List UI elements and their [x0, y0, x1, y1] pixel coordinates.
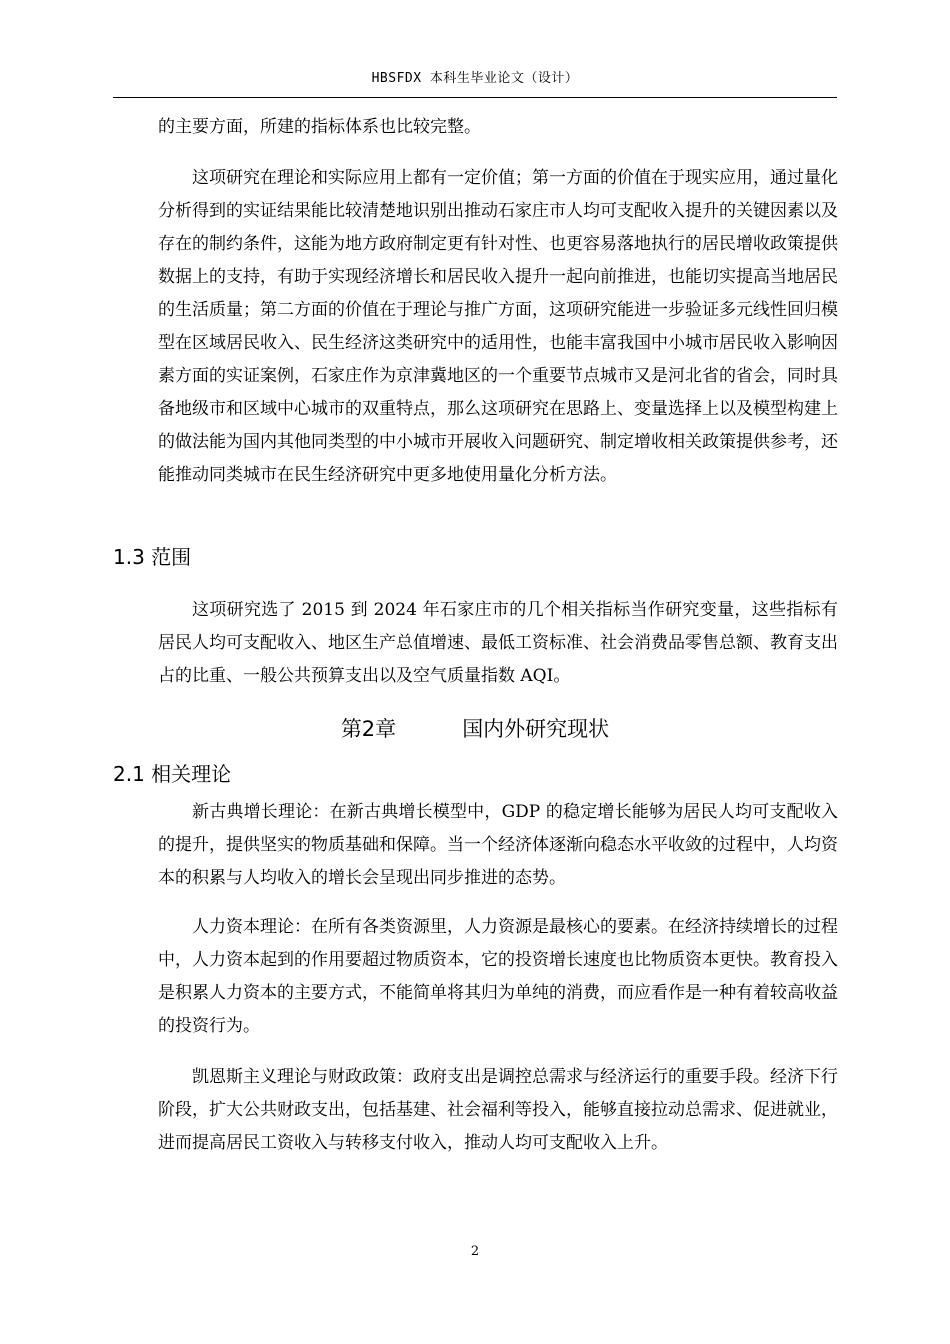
- chapter-title: 国内外研究现状: [462, 717, 610, 741]
- page-number: 2: [470, 1244, 480, 1259]
- paragraph-continuation: 的主要方面，所建的指标体系也比较完整。: [158, 117, 481, 137]
- paragraph-neoclassical-growth: 新古典增长理论：在新古典增长模型中，GDP 的稳定增长能够为居民人均可支配收入的提升，提供坚实的物质基础和保障。当一个经济体逐渐向稳态水平收敛的过程中，人均资本的积累与人均收入的增长会呈现出同步推进的态势。: [158, 802, 838, 888]
- chapter-number: 第2章: [340, 717, 397, 741]
- section-heading-1-3: 1.3 范围: [113, 545, 192, 569]
- paragraph-scope: 这项研究选了 2015 到 2024 年石家庄市的几个相关指标当作研究变量，这些指标有居民人均可支配收入、地区生产总值增速、最低工资标准、社会消费品零售总额、教育支出占的比重、一般公共预算支出以及空气质量指数 AQI。: [158, 600, 838, 686]
- section-heading-2-1: 2.1 相关理论: [113, 762, 232, 786]
- paragraph-human-capital: 人力资本理论：在所有各类资源里，人力资源是最核心的要素。在经济持续增长的过程中，人力资本起到的作用要超过物质资本，它的投资增长速度也比物质资本更快。教育投入是积累人力资本的主要方式，不能简单将其归为单纯的消费，而应看作是一种有着较高收益的投资行为。: [158, 917, 838, 1036]
- running-header: HBSFDX 本科生毕业论文（设计）: [371, 71, 579, 86]
- chapter-heading: [0, 714, 950, 744]
- paragraph-research-value: 这项研究在理论和实际应用上都有一定价值；第一方面的价值在于现实应用，通过量化分析得到的实证结果能比较清楚地识别出推动石家庄市人均可支配收入提升的关键因素以及存在的制约条件，这能为地方政府制定更有针对性、也更容易落地执行的居民增收政策提供数据上的支持，有助于实现经济增长和居民收入提升一起向前推进，也能切实提高当地居民的生活质量；第二方面的价值在于理论与推广方面，这项研究能进一步验证多元线性回归模型在区域居民收入、民生经济这类研究中的适用性，也能丰富我国中小城市居民收入影响因素方面的实证案例，石家庄作为京津冀地区的一个重要节点城市又是河北省的省会，同时具备地级市和区域中心城市的双重特点，那么这项研究在思路上、变量选择上以及模型构建上的做法能为国内其他同类型的中小城市开展收入问题研究、制定增收相关政策提供参考，还能推动同类城市在民生经济研究中更多地使用量化分析方法。: [158, 168, 838, 485]
- paragraph-keynesian: 凯恩斯主义理论与财政政策：政府支出是调控总需求与经济运行的重要手段。经济下行阶段，扩大公共财政支出，包括基建、社会福利等投入，能够直接拉动总需求、促进就业，进而提高居民工资收入与转移支付收入，推动人均可支配收入上升。: [158, 1067, 838, 1153]
- header-divider: [113, 97, 837, 98]
